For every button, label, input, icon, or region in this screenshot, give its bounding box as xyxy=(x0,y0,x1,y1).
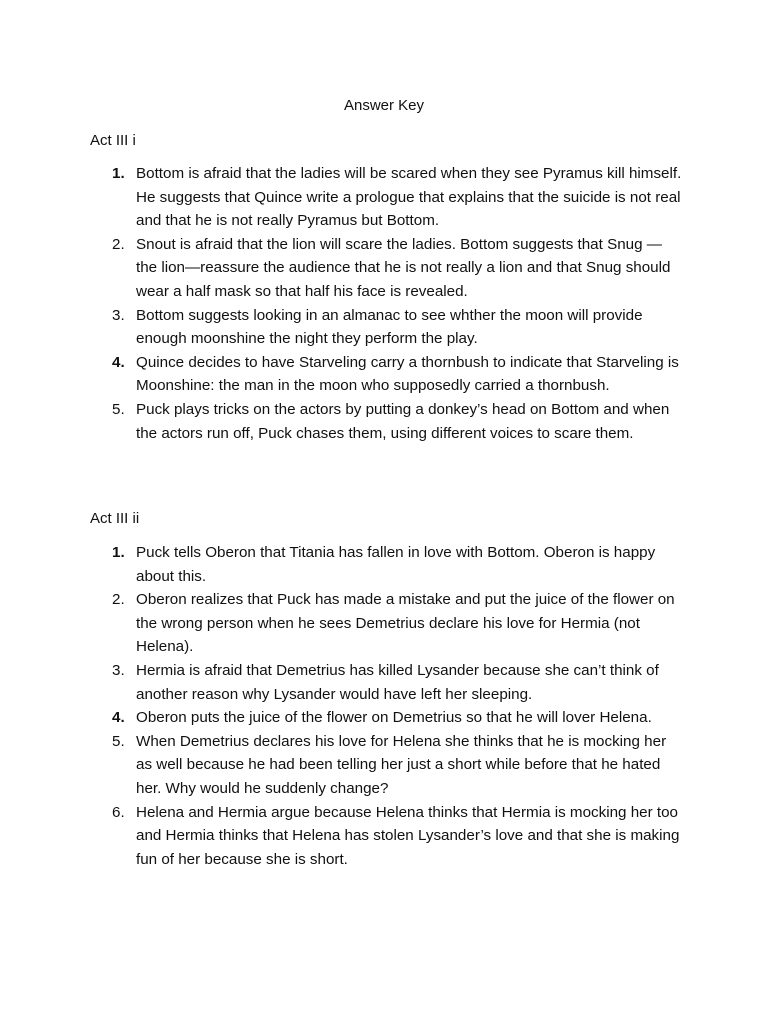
item-text: Bottom suggests looking in an almanac to see whther the moon will provide enough moonshine the night they perform the play. xyxy=(136,306,643,348)
list-item xyxy=(0,162,682,233)
item-number: 4. xyxy=(112,709,125,727)
section-heading-act-3-2: Act III ii xyxy=(90,510,140,527)
list-item xyxy=(0,304,682,351)
item-number: 4. xyxy=(112,353,125,371)
item-text: Oberon realizes that Puck has made a mistake and put the juice of the flower on the wrong person when he sees Demetrius declare his love for Hermia (not Helena). xyxy=(136,591,675,656)
list-item xyxy=(0,233,682,304)
answer-list-act-3-1 xyxy=(0,162,768,445)
page-title: Answer Key xyxy=(343,97,425,114)
item-text: Oberon puts the juice of the flower on Demetrius so that he will lover Helena. xyxy=(136,709,652,727)
item-number: 2. xyxy=(112,591,125,609)
item-number: 2. xyxy=(112,235,125,253)
item-number: 1. xyxy=(112,165,125,182)
item-text: Quince decides to have Starveling carry a thornbush to indicate that Starveling is Moonshine: the man in the moon who supposedly carried a thornbush. xyxy=(136,353,679,395)
item-number: 6. xyxy=(112,803,125,821)
list-item xyxy=(0,730,682,801)
item-number: 3. xyxy=(112,661,125,679)
list-item xyxy=(0,706,682,730)
item-text: Snout is afraid that the lion will scare the ladies. Bottom suggests that Snug —the lion—reassure the audience that he is not really a lion and that Snug should wear a half mask so that half his face is revealed. xyxy=(136,235,671,300)
item-text: Helena and Hermia argue because Helena thinks that Hermia is mocking her too and Hermia thinks that Helena has stolen Lysander’s love and that she is making fun of her because she is short. xyxy=(136,803,680,868)
list-item xyxy=(0,398,682,445)
section-heading-act-3-1: Act III i xyxy=(90,132,136,149)
item-number: 3. xyxy=(112,306,125,324)
item-number: 5. xyxy=(112,400,125,418)
item-text: When Demetrius declares his love for Helena she thinks that he is mocking her as well because he had been telling her just a short while before that he hated her. Why would he suddenly change? xyxy=(136,732,667,797)
item-number: 5. xyxy=(112,732,125,750)
list-item xyxy=(0,659,682,706)
item-text: Bottom is afraid that the ladies will be scared when they see Pyramus kill himself. He suggests that Quince write a prologue that explains that the suicide is not real and that he is not really Pyramus but Bottom. xyxy=(136,165,682,230)
item-text: Puck plays tricks on the actors by putting a donkey’s head on Bottom and when the actors run off, Puck chases them, using different voices to scare them. xyxy=(136,400,670,442)
list-item xyxy=(0,588,682,659)
list-item xyxy=(0,541,682,588)
item-text: Hermia is afraid that Demetrius has killed Lysander because she can’t think of another reason why Lysander would have left her sleeping. xyxy=(136,661,659,703)
list-item xyxy=(0,801,682,872)
item-text: Puck tells Oberon that Titania has fallen in love with Bottom. Oberon is happy about this. xyxy=(136,544,656,585)
item-number: 1. xyxy=(112,544,125,561)
answer-list-act-3-2 xyxy=(0,541,768,871)
list-item xyxy=(0,351,682,398)
